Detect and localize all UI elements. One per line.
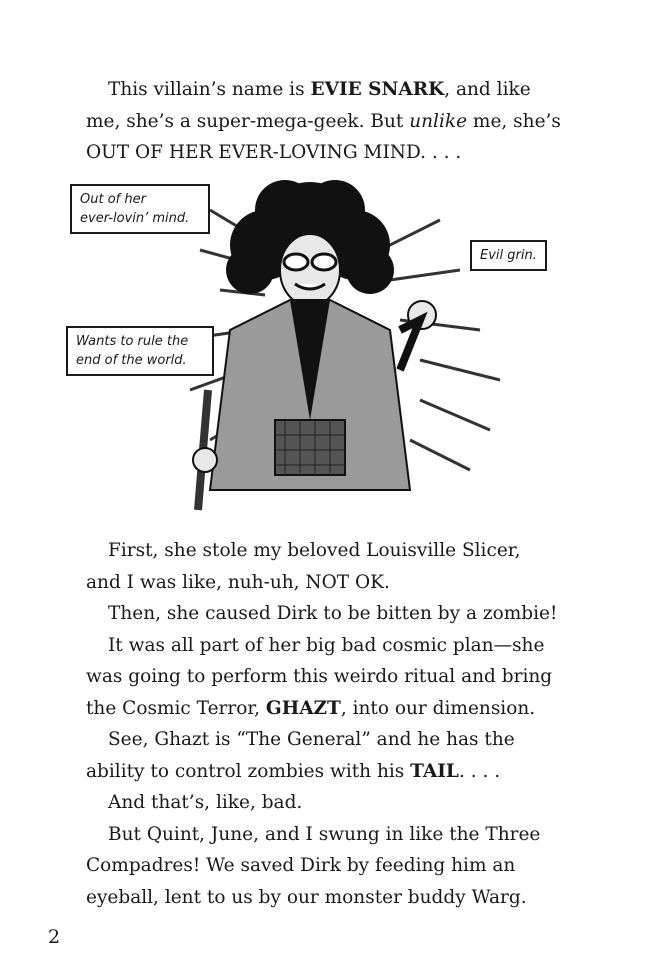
body-line: Compadres! We saved Dirk by feeding him an — [86, 855, 516, 876]
body-line: the Cosmic Terror, GHAZT, into our dimension. — [86, 697, 536, 719]
ghazt-name: GHAZT — [265, 697, 341, 719]
callout-rule-world: Wants to rule the end of the world. — [66, 326, 214, 376]
body-line: See, Ghazt is “The General” and he has the — [108, 729, 515, 750]
body-line: ability to control zombies with his TAIL. . . . — [86, 760, 501, 782]
body-line: was going to perform this weirdo ritual and bring — [86, 666, 553, 687]
intro-line-2: me, she’s a super-mega-geek. But unlike me, she’s — [86, 110, 561, 132]
callout-evil-grin: Evil grin. — [470, 240, 547, 271]
body-line: and I was like, nuh-uh, NOT OK. — [86, 571, 390, 593]
body-line: And that’s, like, bad. — [108, 792, 303, 813]
intro-line-3: OUT OF HER EVER-LOVING MIND. . . . — [86, 142, 462, 163]
body-line: eyeball, lent to us by our monster buddy Warg. — [86, 886, 527, 908]
body-line: Then, she caused Dirk to be bitten by a zombie! — [108, 603, 558, 624]
villain-name: EVIE SNARK — [310, 79, 445, 100]
body-line: It was all part of her big bad cosmic plan—she — [108, 634, 545, 656]
body-paragraphs — [86, 535, 586, 913]
body-line: First, she stole my beloved Louisville Slicer, — [108, 540, 521, 561]
intro-paragraph — [86, 74, 586, 169]
page-number: 2 — [48, 926, 61, 948]
emphasis-unlike: unlike — [409, 110, 468, 132]
tail-word: TAIL — [410, 760, 459, 782]
body-line: But Quint, June, and I swung in like the Three — [108, 823, 541, 845]
hand — [193, 448, 217, 472]
intro-line-1: This villain’s name is EVIE SNARK, and like — [108, 79, 531, 100]
arm — [400, 320, 420, 370]
callout-out-of-mind: Out of her ever-lovin’ mind. — [70, 184, 210, 234]
